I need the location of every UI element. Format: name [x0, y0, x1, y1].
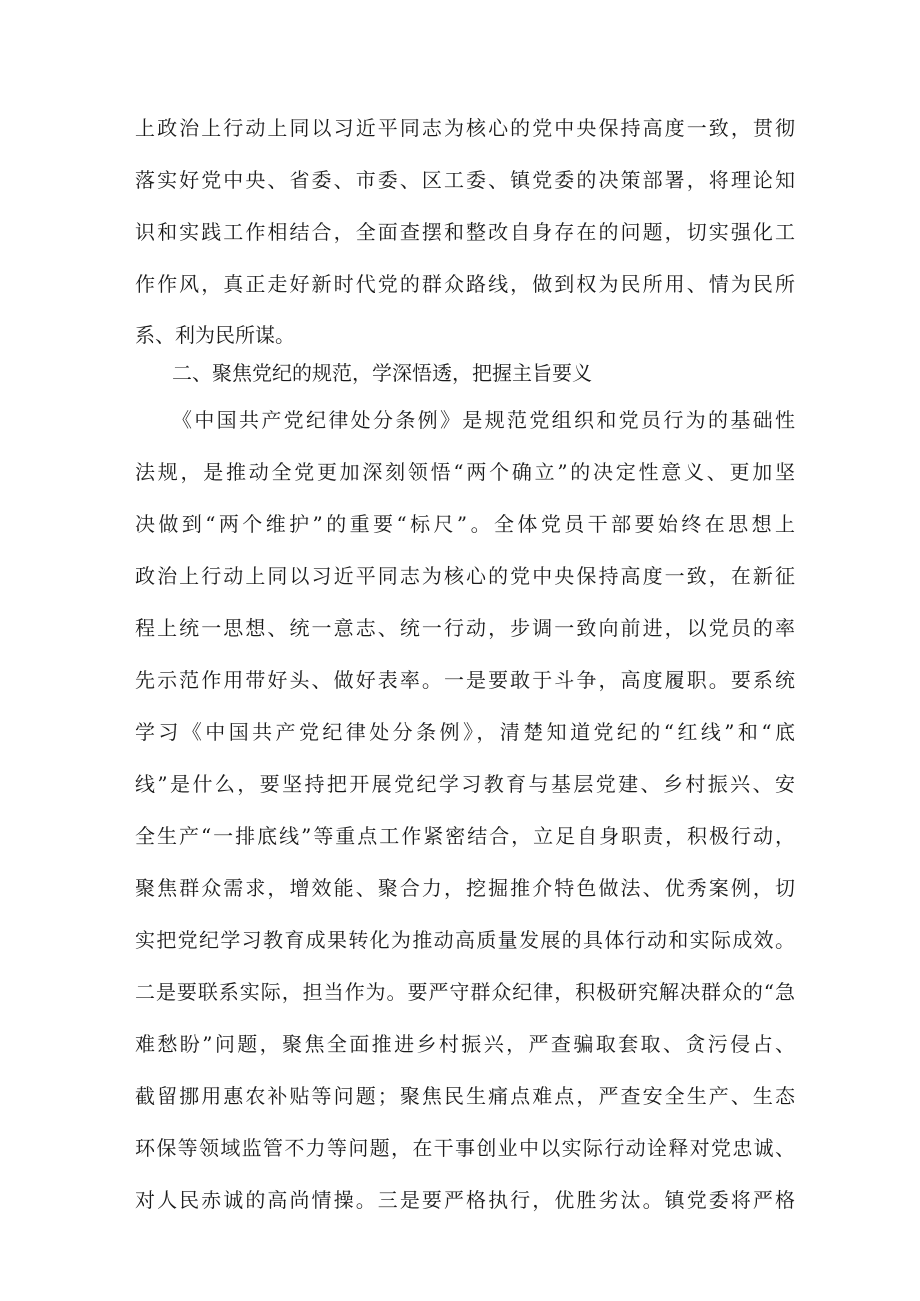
section-heading: 二、聚焦党纪的规范，学深悟透，把握主旨要义 [172, 361, 592, 385]
paragraph-line: 《中国共产党纪律处分条例》是规范党组织和党员行为的基础性 [172, 408, 795, 432]
paragraph-line: 线”是什么，要坚持把开展党纪学习教育与基层党建、乡村振兴、安 [135, 772, 795, 796]
paragraph-line: 上政治上行动上同以习近平同志为核心的党中央保持高度一致，贯彻 [135, 116, 795, 140]
paragraph-line: 二是要联系实际，担当作为。要严守群众纪律，积极研究解决群众的“急 [135, 980, 795, 1004]
paragraph-line: 聚焦群众需求，增效能、聚合力，挖掘推介特色做法、优秀案例，切 [135, 876, 795, 900]
paragraph-line: 法规，是推动全党更加深刻领悟“两个确立”的决定性意义、更加坚 [135, 460, 795, 484]
paragraph-line: 识和实践工作相结合，全面查摆和整改自身存在的问题，切实强化工 [135, 220, 795, 244]
paragraph-line: 学习《中国共产党纪律处分条例》，清楚知道党纪的“红线”和“底 [135, 720, 795, 744]
paragraph-line: 截留挪用惠农补贴等问题；聚焦民生痛点难点，严查安全生产、生态 [135, 1084, 795, 1108]
paragraph-line: 实把党纪学习教育成果转化为推动高质量发展的具体行动和实际成效。 [135, 928, 795, 952]
paragraph-line: 难愁盼”问题，聚焦全面推进乡村振兴，严查骗取套取、贪污侵占、 [135, 1032, 795, 1056]
paragraph-line: 政治上行动上同以习近平同志为核心的党中央保持高度一致，在新征 [135, 564, 795, 588]
paragraph-line: 落实好党中央、省委、市委、区工委、镇党委的决策部署，将理论知 [135, 168, 795, 192]
paragraph-line: 先示范作用带好头、做好表率。一是要敢于斗争，高度履职。要系统 [135, 668, 795, 692]
paragraph-line: 程上统一思想、统一意志、统一行动，步调一致向前进，以党员的率 [135, 616, 795, 640]
paragraph-line: 系、利为民所谋。 [135, 323, 295, 347]
paragraph-line: 全生产“一排底线”等重点工作紧密结合，立足自身职责，积极行动， [135, 824, 795, 848]
paragraph-line: 作作风，真正走好新时代党的群众路线，做到权为民所用、情为民所 [135, 272, 795, 296]
paragraph-line: 决做到“两个维护”的重要“标尺”。全体党员干部要始终在思想上 [135, 512, 795, 536]
paragraph-line: 环保等领域监管不力等问题，在干事创业中以实际行动诠释对党忠诚、 [135, 1136, 795, 1160]
paragraph-line: 对人民赤诚的高尚情操。三是要严格执行，优胜劣汰。镇党委将严格 [135, 1188, 795, 1212]
